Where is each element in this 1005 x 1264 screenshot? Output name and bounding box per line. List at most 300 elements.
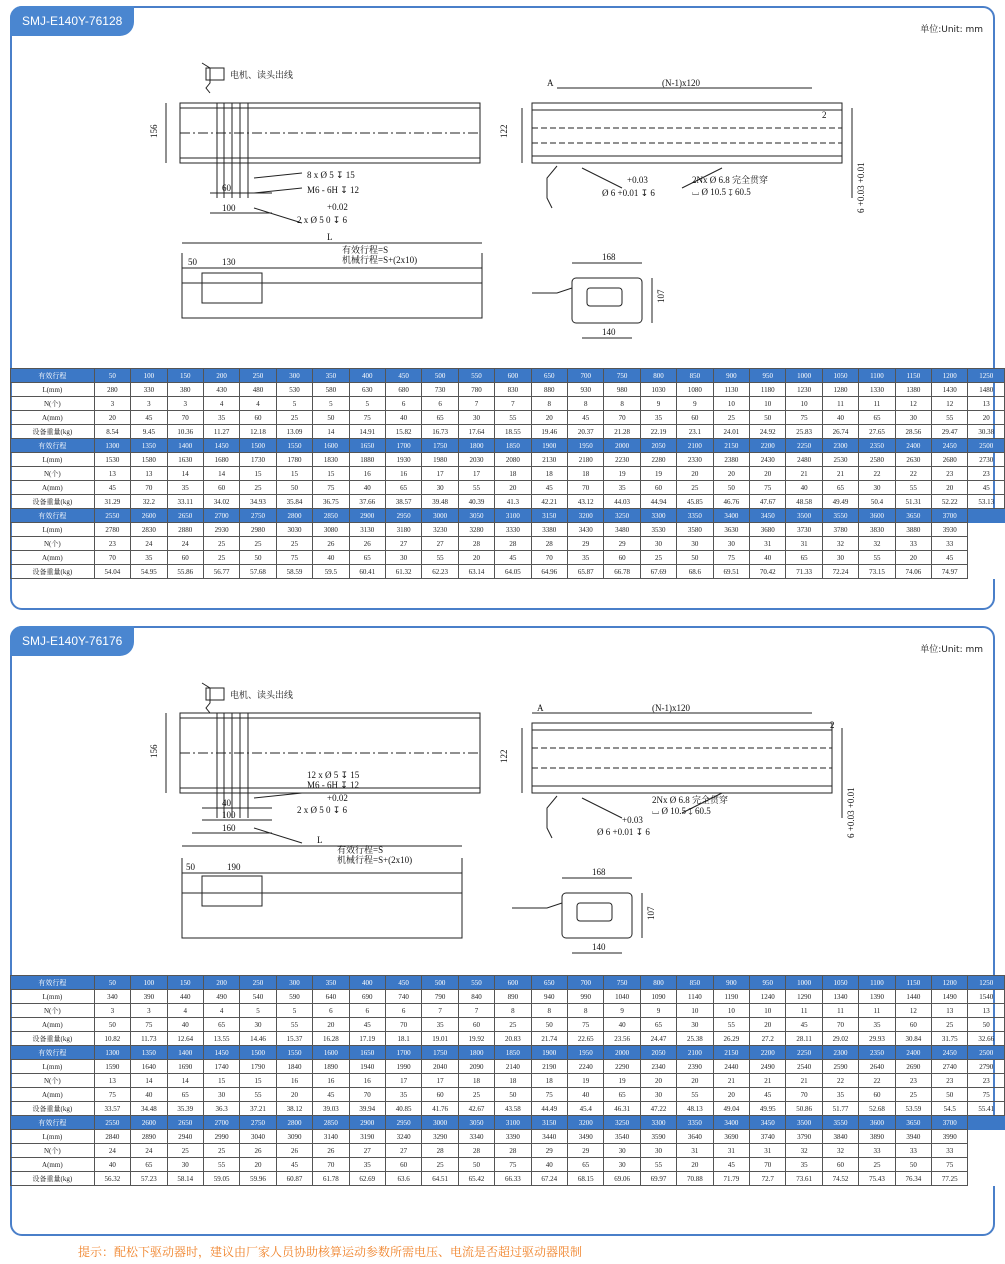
empty-cell bbox=[968, 1116, 1005, 1130]
table-cell: 40 bbox=[313, 551, 349, 565]
dim-168: 168 bbox=[602, 252, 616, 262]
table-cell: 30 bbox=[713, 537, 749, 551]
table-cell: 3500 bbox=[786, 509, 822, 523]
table-cell: 1200 bbox=[932, 369, 968, 383]
table-cell: 35 bbox=[131, 551, 167, 565]
table-cell: 2340 bbox=[640, 1060, 676, 1074]
table-cell: 11.27 bbox=[203, 425, 239, 439]
table-cell: 450 bbox=[385, 976, 421, 990]
row-label: 设备重量(kg) bbox=[11, 1102, 95, 1116]
table-row bbox=[11, 1144, 1005, 1158]
table-cell: 350 bbox=[313, 976, 349, 990]
table-cell: 3280 bbox=[458, 523, 494, 537]
eff-stroke: 有效行程=S bbox=[337, 845, 384, 855]
table-cell: 3550 bbox=[822, 1116, 858, 1130]
table-cell: 3240 bbox=[385, 1130, 421, 1144]
table-cell: 2850 bbox=[313, 1116, 349, 1130]
table-cell: 39.03 bbox=[313, 1102, 349, 1116]
table-cell: 42.67 bbox=[458, 1102, 494, 1116]
table-cell: 11 bbox=[859, 1004, 895, 1018]
table-cell: 60 bbox=[203, 481, 239, 495]
table-cell: 3680 bbox=[750, 523, 786, 537]
table-cell: 60.41 bbox=[349, 565, 385, 579]
table-cell: 1440 bbox=[895, 990, 931, 1004]
table-cell: 25 bbox=[240, 481, 276, 495]
table-cell: 26.74 bbox=[822, 425, 858, 439]
table-cell: 75 bbox=[94, 1088, 130, 1102]
table-cell: 950 bbox=[750, 369, 786, 383]
table-cell: 1400 bbox=[167, 439, 203, 453]
table-cell: 29.47 bbox=[932, 425, 968, 439]
empty-cell bbox=[968, 1172, 1005, 1186]
dim-50: 50 bbox=[186, 862, 195, 872]
dim-a: A bbox=[537, 703, 544, 713]
table-cell: 1680 bbox=[203, 453, 239, 467]
table-row bbox=[11, 425, 1005, 439]
table-cell: 23 bbox=[895, 1074, 931, 1088]
table-cell: 12 bbox=[895, 1004, 931, 1018]
table-cell: 45 bbox=[94, 481, 130, 495]
empty-cell bbox=[968, 523, 1005, 537]
table-cell: 26 bbox=[313, 1144, 349, 1158]
table-cell: 29 bbox=[567, 537, 603, 551]
table-row bbox=[11, 1060, 1005, 1074]
row-label: A(mm) bbox=[11, 1018, 95, 1032]
table-cell: 1840 bbox=[276, 1060, 312, 1074]
table-cell: 1040 bbox=[604, 990, 640, 1004]
table-cell: 4 bbox=[240, 397, 276, 411]
table-cell: 26 bbox=[276, 1144, 312, 1158]
table-cell: 9 bbox=[677, 397, 713, 411]
table-cell: 30.38 bbox=[968, 425, 1005, 439]
table-cell: 18.55 bbox=[495, 425, 531, 439]
table-cell: 60 bbox=[604, 551, 640, 565]
table-cell: 20 bbox=[968, 411, 1005, 425]
table-cell: 38.12 bbox=[276, 1102, 312, 1116]
row-label: 设备重量(kg) bbox=[11, 1172, 95, 1186]
table-cell: 6 bbox=[422, 397, 458, 411]
table-header-row bbox=[11, 509, 1005, 523]
table-row bbox=[11, 551, 1005, 565]
table-cell: 25 bbox=[167, 1144, 203, 1158]
table-cell: 30 bbox=[677, 1018, 713, 1032]
table-cell: 42.21 bbox=[531, 495, 567, 509]
table-cell: 30 bbox=[385, 551, 421, 565]
table-cell: 2900 bbox=[349, 509, 385, 523]
table-cell: 46.31 bbox=[604, 1102, 640, 1116]
table-cell: 1750 bbox=[422, 1046, 458, 1060]
table-cell: 2690 bbox=[895, 1060, 931, 1074]
table-cell: 40 bbox=[567, 1088, 603, 1102]
table-cell: 1130 bbox=[713, 383, 749, 397]
thread-spec: M6 - 6H ↧ 12 bbox=[307, 780, 360, 790]
table-cell: 1780 bbox=[276, 453, 312, 467]
table-cell: 3290 bbox=[422, 1130, 458, 1144]
dim-60: 60 bbox=[222, 183, 231, 193]
table-cell: 1250 bbox=[968, 369, 1005, 383]
table-cell: 22 bbox=[859, 467, 895, 481]
table-cell: 37.21 bbox=[240, 1102, 276, 1116]
table-cell: 2190 bbox=[531, 1060, 567, 1074]
table-cell: 60.87 bbox=[276, 1172, 312, 1186]
table-cell: 12 bbox=[895, 397, 931, 411]
dim-168: 168 bbox=[592, 867, 606, 877]
table-cell: 2350 bbox=[859, 439, 895, 453]
row-label: 设备重量(kg) bbox=[11, 425, 95, 439]
table-cell: 340 bbox=[94, 990, 130, 1004]
table-cell: 19 bbox=[604, 467, 640, 481]
row-label: A(mm) bbox=[11, 1088, 95, 1102]
table-cell: 50 bbox=[313, 411, 349, 425]
table-cell: 65.42 bbox=[458, 1172, 494, 1186]
table-cell: 13.09 bbox=[276, 425, 312, 439]
table-cell: 250 bbox=[240, 369, 276, 383]
table-cell: 14 bbox=[167, 467, 203, 481]
table-cell: 2430 bbox=[750, 453, 786, 467]
table-cell: 70 bbox=[167, 411, 203, 425]
table-cell: 70 bbox=[531, 551, 567, 565]
table-cell: 76.34 bbox=[895, 1172, 931, 1186]
table-cell: 30 bbox=[203, 1088, 239, 1102]
table-cell: 2880 bbox=[167, 523, 203, 537]
table-cell: 1350 bbox=[131, 1046, 167, 1060]
table-cell: 25 bbox=[895, 1088, 931, 1102]
table-cell: 58.14 bbox=[167, 1172, 203, 1186]
table-cell: 47.67 bbox=[750, 495, 786, 509]
table-cell: 40.85 bbox=[385, 1102, 421, 1116]
table-cell: 60 bbox=[640, 481, 676, 495]
table-cell: 49.95 bbox=[750, 1102, 786, 1116]
table-cell: 70 bbox=[822, 1018, 858, 1032]
table-cell: 25 bbox=[203, 1144, 239, 1158]
table-row bbox=[11, 1032, 1005, 1046]
table-cell: 26 bbox=[240, 1144, 276, 1158]
table-cell: 740 bbox=[385, 990, 421, 1004]
table-cell: 31.75 bbox=[932, 1032, 968, 1046]
table-cell: 430 bbox=[203, 383, 239, 397]
table-cell: 850 bbox=[677, 976, 713, 990]
table-header-row bbox=[11, 1116, 1005, 1130]
table-cell: 45 bbox=[567, 411, 603, 425]
table-cell: 1880 bbox=[349, 453, 385, 467]
dim-100: 100 bbox=[222, 203, 236, 213]
table-cell: 6 bbox=[313, 1004, 349, 1018]
table-cell: 25 bbox=[495, 1018, 531, 1032]
table-cell: 32 bbox=[859, 537, 895, 551]
side-tol: 6 +0.03 +0.01 bbox=[846, 787, 856, 838]
table-cell: 60 bbox=[240, 411, 276, 425]
table-cell: 9.45 bbox=[131, 425, 167, 439]
table-cell: 7 bbox=[422, 1004, 458, 1018]
table-cell: 3380 bbox=[531, 523, 567, 537]
table-row bbox=[11, 1102, 1005, 1116]
table-cell: 30 bbox=[604, 1158, 640, 1172]
table-cell: 2580 bbox=[859, 453, 895, 467]
table-cell: 58.59 bbox=[276, 565, 312, 579]
table-cell: 2280 bbox=[640, 453, 676, 467]
table-cell: 9 bbox=[604, 1004, 640, 1018]
table-cell: 59.05 bbox=[203, 1172, 239, 1186]
table-cell: 39.94 bbox=[349, 1102, 385, 1116]
tol-a: +0.02 bbox=[327, 793, 348, 803]
table-header-row bbox=[11, 439, 1005, 453]
table-cell: 1850 bbox=[495, 439, 531, 453]
table-cell: 74.52 bbox=[822, 1172, 858, 1186]
empty-cell bbox=[968, 1130, 1005, 1144]
technical-drawing bbox=[149, 48, 882, 348]
table-cell: 20 bbox=[94, 411, 130, 425]
table-cell: 2550 bbox=[94, 509, 130, 523]
table-cell: 40 bbox=[786, 481, 822, 495]
table-cell: 20 bbox=[640, 1074, 676, 1088]
table-cell: 25 bbox=[713, 411, 749, 425]
table-cell: 27 bbox=[385, 537, 421, 551]
table-cell: 11 bbox=[822, 1004, 858, 1018]
dim-2: 2 bbox=[822, 110, 827, 120]
dim-190: 190 bbox=[227, 862, 241, 872]
table-cell: 60 bbox=[385, 1158, 421, 1172]
table-cell: 50 bbox=[276, 481, 312, 495]
table-cell: 930 bbox=[567, 383, 603, 397]
table-cell: 54.95 bbox=[131, 565, 167, 579]
table-cell: 54.04 bbox=[94, 565, 130, 579]
table-cell: 2590 bbox=[822, 1060, 858, 1074]
table-cell: 31 bbox=[786, 537, 822, 551]
dim-height: 156 bbox=[149, 744, 159, 758]
table-cell: 690 bbox=[349, 990, 385, 1004]
table-cell: 35 bbox=[422, 1018, 458, 1032]
table-cell: 18.1 bbox=[385, 1032, 421, 1046]
table-cell: 2180 bbox=[567, 453, 603, 467]
table-cell: 25 bbox=[677, 481, 713, 495]
table-cell: 1580 bbox=[131, 453, 167, 467]
table-cell: 2750 bbox=[240, 1116, 276, 1130]
row-label: N(个) bbox=[11, 1144, 95, 1158]
table-cell: 19.01 bbox=[422, 1032, 458, 1046]
table-cell: 800 bbox=[640, 976, 676, 990]
table-cell: 2950 bbox=[385, 1116, 421, 1130]
table-cell: 60 bbox=[859, 1088, 895, 1102]
table-cell: 5 bbox=[240, 1004, 276, 1018]
table-cell: 33 bbox=[859, 1144, 895, 1158]
table-cell: 35 bbox=[567, 551, 603, 565]
table-cell: 21 bbox=[786, 467, 822, 481]
table-cell: 33 bbox=[895, 1144, 931, 1158]
table-cell: 50 bbox=[240, 551, 276, 565]
table-cell: 3500 bbox=[786, 1116, 822, 1130]
table-cell: 2550 bbox=[94, 1116, 130, 1130]
row-label: A(mm) bbox=[11, 481, 95, 495]
table-cell: 2830 bbox=[131, 523, 167, 537]
table-cell: 1000 bbox=[786, 976, 822, 990]
table-cell: 5 bbox=[313, 397, 349, 411]
table-cell: 28 bbox=[531, 537, 567, 551]
table-cell: 2600 bbox=[131, 509, 167, 523]
dim-2: 2 bbox=[830, 720, 835, 730]
table-cell: 13 bbox=[968, 1004, 1005, 1018]
table-cell: 35 bbox=[786, 1158, 822, 1172]
table-cell: 1200 bbox=[932, 976, 968, 990]
table-cell: 30 bbox=[640, 1144, 676, 1158]
table-cell: 1090 bbox=[640, 990, 676, 1004]
table-cell: 880 bbox=[531, 383, 567, 397]
table-cell: 1300 bbox=[94, 1046, 130, 1060]
table-cell: 15 bbox=[240, 1074, 276, 1088]
table-cell: 630 bbox=[349, 383, 385, 397]
table-cell: 1890 bbox=[313, 1060, 349, 1074]
row-label: 有效行程 bbox=[11, 976, 95, 990]
table-cell: 65 bbox=[859, 411, 895, 425]
table-cell: 45 bbox=[349, 1018, 385, 1032]
table-cell: 950 bbox=[750, 976, 786, 990]
table-cell: 65 bbox=[203, 1018, 239, 1032]
table-cell: 18 bbox=[531, 1074, 567, 1088]
pin-holes: 2 x Ø 5 0 ↧ 6 bbox=[297, 805, 348, 815]
table-cell: 1740 bbox=[203, 1060, 239, 1074]
table-cell: 70 bbox=[313, 1158, 349, 1172]
table-cell: 24.01 bbox=[713, 425, 749, 439]
table-cell: 50.4 bbox=[859, 495, 895, 509]
table-cell: 2040 bbox=[422, 1060, 458, 1074]
table-row bbox=[11, 411, 1005, 425]
table-cell: 32.66 bbox=[968, 1032, 1005, 1046]
table-cell: 57.23 bbox=[131, 1172, 167, 1186]
table-cell: 1450 bbox=[203, 1046, 239, 1060]
table-cell: 100 bbox=[131, 369, 167, 383]
table-cell: 17 bbox=[458, 467, 494, 481]
table-cell: 1550 bbox=[276, 439, 312, 453]
table-cell: 1180 bbox=[750, 383, 786, 397]
table-cell: 13 bbox=[932, 1004, 968, 1018]
table-cell: 16.28 bbox=[313, 1032, 349, 1046]
table-row bbox=[11, 453, 1005, 467]
table-cell: 48.58 bbox=[786, 495, 822, 509]
table-cell: 3230 bbox=[422, 523, 458, 537]
table-cell: 1050 bbox=[822, 976, 858, 990]
table-row bbox=[11, 990, 1005, 1004]
table-header-row bbox=[11, 976, 1005, 990]
table-cell: 45 bbox=[313, 1088, 349, 1102]
table-cell: 1230 bbox=[786, 383, 822, 397]
table-cell: 44.94 bbox=[640, 495, 676, 509]
table-cell: 3630 bbox=[713, 523, 749, 537]
table-cell: 3 bbox=[131, 397, 167, 411]
table-cell: 3040 bbox=[240, 1130, 276, 1144]
table-cell: 3200 bbox=[567, 1116, 603, 1130]
table-cell: 35 bbox=[349, 1158, 385, 1172]
table-cell: 40 bbox=[531, 1158, 567, 1172]
table-cell: 650 bbox=[531, 369, 567, 383]
table-cell: 31 bbox=[677, 1144, 713, 1158]
table-cell: 43.58 bbox=[495, 1102, 531, 1116]
table-cell: 20 bbox=[932, 481, 968, 495]
table-cell: 20 bbox=[531, 411, 567, 425]
table-cell: 3780 bbox=[822, 523, 858, 537]
table-cell: 6 bbox=[385, 1004, 421, 1018]
table-cell: 30 bbox=[422, 481, 458, 495]
table-cell: 1940 bbox=[349, 1060, 385, 1074]
table-cell: 70 bbox=[131, 481, 167, 495]
table-cell: 20 bbox=[240, 1158, 276, 1172]
table-cell: 1830 bbox=[313, 453, 349, 467]
table-cell: 1500 bbox=[240, 1046, 276, 1060]
table-cell: 1630 bbox=[167, 453, 203, 467]
table-cell: 65 bbox=[422, 411, 458, 425]
table-cell: 3130 bbox=[349, 523, 385, 537]
table-cell: 2530 bbox=[822, 453, 858, 467]
table-cell: 16 bbox=[313, 1074, 349, 1088]
table-cell: 18 bbox=[531, 467, 567, 481]
table-cell: 940 bbox=[531, 990, 567, 1004]
table-cell: 55.41 bbox=[968, 1102, 1005, 1116]
table-cell: 3450 bbox=[750, 509, 786, 523]
table-cell: 2330 bbox=[677, 453, 713, 467]
table-cell: 480 bbox=[240, 383, 276, 397]
table-cell: 20 bbox=[458, 551, 494, 565]
table-cell: 31 bbox=[750, 537, 786, 551]
table-cell: 75 bbox=[932, 1158, 968, 1172]
table-cell: 45 bbox=[531, 481, 567, 495]
table-cell: 55 bbox=[458, 481, 494, 495]
table-cell: 9 bbox=[640, 397, 676, 411]
table-cell: 2240 bbox=[567, 1060, 603, 1074]
tol-a: +0.02 bbox=[327, 202, 348, 212]
table-cell: 60 bbox=[677, 411, 713, 425]
dim-l: L bbox=[327, 232, 333, 242]
table-cell: 65 bbox=[385, 481, 421, 495]
table-cell: 43.12 bbox=[567, 495, 603, 509]
table-cell: 11 bbox=[786, 1004, 822, 1018]
table-row bbox=[11, 523, 1005, 537]
mech-stroke: 机械行程=S+(2x10) bbox=[337, 855, 413, 865]
table-cell: 2100 bbox=[677, 1046, 713, 1060]
table-cell: 16.73 bbox=[422, 425, 458, 439]
table-cell: 50 bbox=[750, 411, 786, 425]
table-cell: 73.15 bbox=[859, 565, 895, 579]
table-cell: 2800 bbox=[276, 509, 312, 523]
row-label: L(mm) bbox=[11, 990, 95, 1004]
table-cell: 3700 bbox=[932, 1116, 968, 1130]
table-cell: 16 bbox=[276, 1074, 312, 1088]
table-cell: 640 bbox=[313, 990, 349, 1004]
driver-note: 提示：配松下驱动器时，建议由厂家人员协助核算运动参数所需电压、电流是否超过驱动器限制 bbox=[78, 1245, 583, 1259]
empty-cell bbox=[968, 1144, 1005, 1158]
table-cell: 2840 bbox=[94, 1130, 130, 1144]
table-cell: 27 bbox=[385, 1144, 421, 1158]
table-cell: 100 bbox=[131, 976, 167, 990]
table-cell: 30 bbox=[640, 537, 676, 551]
table-cell: 55.86 bbox=[167, 565, 203, 579]
table-cell: 14 bbox=[131, 1074, 167, 1088]
table-cell: 24 bbox=[131, 1144, 167, 1158]
table-cell: 2300 bbox=[822, 439, 858, 453]
table-cell: 19.92 bbox=[458, 1032, 494, 1046]
table-cell: 75 bbox=[968, 1088, 1005, 1102]
table-cell: 2200 bbox=[750, 1046, 786, 1060]
row-label: 设备重量(kg) bbox=[11, 565, 95, 579]
table-cell: 13 bbox=[94, 1074, 130, 1088]
empty-cell bbox=[968, 509, 1005, 523]
table-cell: 3490 bbox=[567, 1130, 603, 1144]
dim-130: 130 bbox=[222, 257, 236, 267]
table-cell: 300 bbox=[276, 976, 312, 990]
row-label: L(mm) bbox=[11, 453, 95, 467]
table-cell: 45.85 bbox=[677, 495, 713, 509]
table-cell: 53.59 bbox=[895, 1102, 931, 1116]
unit-label: 单位:Unit: mm bbox=[920, 25, 983, 35]
table-cell: 32 bbox=[786, 1144, 822, 1158]
table-cell: 50 bbox=[94, 369, 130, 383]
